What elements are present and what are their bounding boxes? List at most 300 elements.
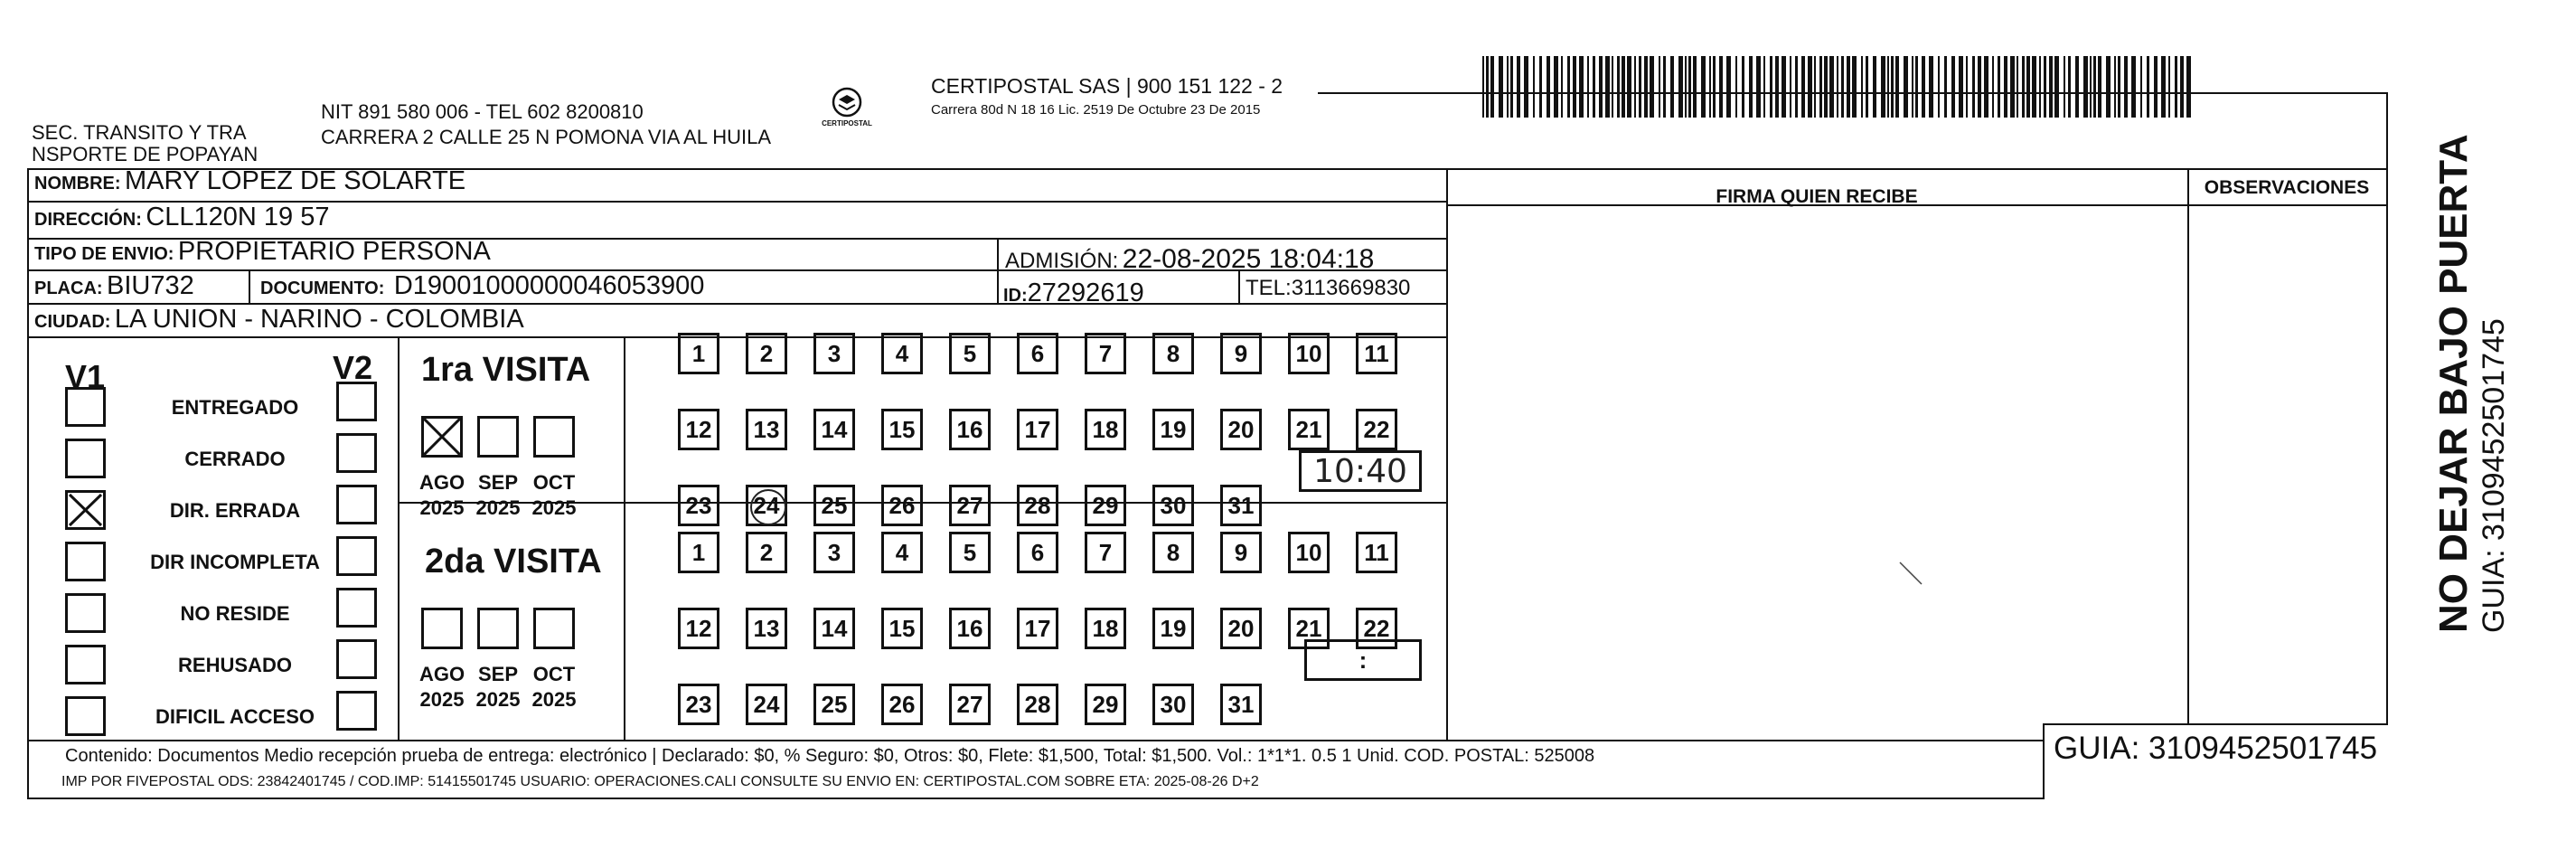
tel-value: 3113669830 bbox=[1291, 276, 1411, 300]
barcode-bar bbox=[1517, 56, 1520, 118]
day-checkbox[interactable] bbox=[949, 532, 991, 573]
barcode-bar bbox=[1510, 56, 1513, 118]
barcode-bar bbox=[1915, 56, 1918, 118]
month-label: OCT 2025 bbox=[531, 663, 577, 711]
barcode-bar bbox=[1561, 56, 1563, 118]
day-checkbox[interactable] bbox=[813, 333, 855, 374]
barcode-bar bbox=[2032, 56, 2036, 118]
v1-checkbox[interactable] bbox=[65, 593, 106, 633]
barcode-bar bbox=[1482, 56, 1484, 118]
barcode-bar bbox=[1912, 56, 1913, 118]
imp-line: IMP POR FIVEPOSTAL ODS: 23842401745 / COD.IMP: 51415501745 USUARIO: OPERACIONES.CALI CONSULTE SU ENVIO EN: CERTIPOSTAL.COM SOBRE ETA: 2025-08-26 D+2 bbox=[61, 774, 1259, 789]
barcode-bar bbox=[1951, 56, 1955, 118]
barcode-bar bbox=[1808, 56, 1812, 118]
barcode-bar bbox=[1617, 56, 1620, 118]
barcode-bar bbox=[1547, 56, 1550, 118]
barcode-bar bbox=[2098, 56, 2101, 118]
month-label: AGO 2025 bbox=[418, 663, 465, 711]
day-checkbox[interactable] bbox=[949, 684, 991, 725]
barcode-bar bbox=[1622, 56, 1625, 118]
admision-label: ADMISIÓN: bbox=[1005, 249, 1119, 273]
barcode-bar bbox=[2124, 56, 2128, 118]
barcode-bar bbox=[1998, 56, 2000, 118]
barcode-bar bbox=[1599, 56, 1603, 118]
v1-checkbox[interactable] bbox=[65, 696, 106, 736]
line bbox=[27, 798, 2043, 799]
day-checkbox[interactable] bbox=[746, 485, 787, 526]
placa-label: PLACA: bbox=[34, 278, 103, 298]
barcode-bar bbox=[2022, 56, 2025, 118]
barcode-bar bbox=[1719, 56, 1723, 118]
v2-checkbox[interactable] bbox=[336, 691, 377, 731]
logo-text: CERTIPOSTAL bbox=[822, 119, 872, 127]
day-checkbox[interactable] bbox=[881, 333, 923, 374]
barcode-bar bbox=[1801, 56, 1805, 118]
barcode-bar bbox=[1524, 56, 1528, 118]
day-number: 11 bbox=[1364, 538, 1389, 566]
month-checkbox[interactable] bbox=[477, 416, 519, 458]
v1-checkbox[interactable] bbox=[65, 387, 106, 427]
barcode-bar bbox=[2140, 56, 2142, 118]
day-number: 16 bbox=[956, 614, 983, 642]
v1-checkbox[interactable] bbox=[65, 439, 106, 478]
day-checkbox[interactable] bbox=[1152, 684, 1194, 725]
barcode-bar bbox=[1922, 56, 1925, 118]
tipo-envio-value: PROPIETARIO PERSONA bbox=[177, 237, 491, 266]
v1-checkbox[interactable] bbox=[65, 542, 106, 581]
day-checkbox[interactable] bbox=[1085, 485, 1126, 526]
barcode-bar bbox=[1587, 56, 1589, 118]
day-checkbox[interactable] bbox=[813, 532, 855, 573]
month-label: SEP 2025 bbox=[475, 471, 521, 519]
barcode-bar bbox=[1938, 56, 1940, 118]
day-checkbox[interactable] bbox=[949, 608, 991, 649]
day-number: 27 bbox=[956, 491, 983, 519]
barcode-bar bbox=[1749, 56, 1753, 118]
month-checkbox[interactable] bbox=[421, 608, 463, 649]
day-checkbox[interactable] bbox=[746, 684, 787, 725]
barcode-bar bbox=[1713, 56, 1716, 118]
day-checkbox[interactable] bbox=[1152, 485, 1194, 526]
day-checkbox[interactable] bbox=[1085, 684, 1126, 725]
month-checkbox[interactable] bbox=[533, 416, 575, 458]
documento-cell bbox=[260, 271, 704, 301]
barcode-bar bbox=[1984, 56, 1988, 118]
barcode-bar bbox=[2180, 56, 2184, 118]
day-checkbox[interactable] bbox=[678, 532, 719, 573]
barcode-bar bbox=[2010, 56, 2015, 118]
barcode-bar bbox=[1659, 56, 1660, 118]
day-checkbox[interactable] bbox=[1017, 333, 1058, 374]
day-checkbox[interactable] bbox=[949, 409, 991, 450]
barcode-bar bbox=[1593, 56, 1595, 118]
barcode-bar bbox=[1978, 56, 1981, 118]
status-option-label: NO RESIDE bbox=[180, 602, 290, 625]
month-checkbox[interactable] bbox=[477, 608, 519, 649]
v2-checkbox[interactable] bbox=[336, 433, 377, 473]
barcode-bar bbox=[1726, 56, 1731, 118]
day-number: 31 bbox=[1227, 690, 1255, 718]
barcode-bar bbox=[1644, 56, 1648, 118]
barcode-bar bbox=[2154, 56, 2158, 118]
line bbox=[2386, 92, 2388, 725]
line bbox=[398, 336, 400, 740]
day-number: 19 bbox=[1160, 614, 1187, 642]
day-number: 26 bbox=[888, 690, 916, 718]
day-number: 30 bbox=[1160, 491, 1187, 519]
day-number: 3 bbox=[827, 339, 841, 367]
day-checkbox[interactable] bbox=[1017, 684, 1058, 725]
barcode-bar bbox=[2186, 56, 2191, 118]
id-value: 27292619 bbox=[1027, 278, 1144, 307]
first-visit-label: 1ra VISITA bbox=[421, 351, 591, 389]
day-number: 5 bbox=[963, 538, 977, 566]
day-checkbox[interactable] bbox=[1152, 409, 1194, 450]
v1-checkbox[interactable] bbox=[65, 490, 106, 530]
day-number: 28 bbox=[1024, 491, 1051, 519]
day-checkbox[interactable] bbox=[1220, 608, 1262, 649]
day-number: 18 bbox=[1092, 614, 1119, 642]
barcode-bar bbox=[1693, 56, 1697, 118]
day-number: 19 bbox=[1160, 415, 1187, 443]
day-checkbox[interactable] bbox=[881, 409, 923, 450]
barcode-bar bbox=[2054, 56, 2059, 118]
company-line: CERTIPOSTAL SAS | 900 151 122 - 2 bbox=[931, 74, 1283, 98]
day-number: 5 bbox=[963, 339, 977, 367]
barcode-bar bbox=[1627, 56, 1631, 118]
day-checkbox[interactable] bbox=[1152, 532, 1194, 573]
barcode-bar bbox=[2118, 56, 2120, 118]
day-checkbox[interactable] bbox=[1356, 409, 1397, 450]
barcode-bar bbox=[1992, 56, 1994, 118]
ciudad-row bbox=[34, 305, 524, 335]
day-number: 10 bbox=[1295, 339, 1322, 367]
v1-checkbox[interactable] bbox=[65, 645, 106, 684]
v2-checkbox[interactable] bbox=[336, 639, 377, 679]
sender-contact bbox=[321, 99, 771, 150]
barcode-bar bbox=[1533, 56, 1535, 118]
barcode-bar bbox=[2039, 56, 2041, 118]
day-number: 6 bbox=[1030, 538, 1045, 566]
month-checkbox[interactable] bbox=[533, 608, 575, 649]
id-cell bbox=[1003, 278, 1144, 308]
day-number: 17 bbox=[1024, 415, 1051, 443]
day-checkbox[interactable] bbox=[1017, 608, 1058, 649]
day-checkbox[interactable] bbox=[1017, 409, 1058, 450]
company-info bbox=[931, 74, 1283, 118]
barcode-bar bbox=[2090, 56, 2092, 118]
day-checkbox[interactable] bbox=[746, 409, 787, 450]
day-number: 24 bbox=[753, 690, 780, 718]
barcode-bar bbox=[1688, 56, 1691, 118]
day-number: 1 bbox=[691, 339, 706, 367]
status-option-label: DIR. ERRADA bbox=[169, 499, 301, 522]
day-number: 6 bbox=[1030, 339, 1045, 367]
admision-cell bbox=[1005, 244, 1374, 275]
nit-line: NIT 891 580 006 - TEL 602 8200810 bbox=[321, 100, 644, 123]
barcode-bar bbox=[2161, 56, 2166, 118]
guia-box: GUIA: 3109452501745 bbox=[2054, 731, 2378, 766]
day-checkbox[interactable] bbox=[1152, 333, 1194, 374]
day-checkbox[interactable] bbox=[881, 684, 923, 725]
day-number: 23 bbox=[685, 690, 712, 718]
line bbox=[2043, 723, 2386, 725]
v2-checkbox[interactable] bbox=[336, 536, 377, 576]
day-number: 25 bbox=[821, 491, 848, 519]
documento-label: DOCUMENTO: bbox=[260, 278, 385, 298]
nombre-row bbox=[34, 166, 465, 196]
barcode-bar bbox=[2075, 56, 2079, 118]
barcode-bar bbox=[1612, 56, 1613, 118]
day-number: 13 bbox=[753, 415, 780, 443]
day-checkbox[interactable] bbox=[1288, 333, 1330, 374]
day-checkbox[interactable] bbox=[1220, 485, 1262, 526]
day-number: 1 bbox=[691, 538, 706, 566]
day-number: 24 bbox=[753, 491, 780, 519]
day-number: 21 bbox=[1295, 614, 1322, 642]
barcode-bar bbox=[2044, 56, 2046, 118]
v1-label: V1 bbox=[65, 358, 106, 395]
status-option-label: REHUSADO bbox=[178, 654, 292, 676]
day-number: 2 bbox=[759, 339, 774, 367]
barcode-bar bbox=[1490, 56, 1494, 118]
day-checkbox[interactable] bbox=[813, 684, 855, 725]
day-checkbox[interactable] bbox=[1220, 333, 1262, 374]
day-number: 28 bbox=[1024, 690, 1051, 718]
observaciones-label: OBSERVACIONES bbox=[2204, 177, 2370, 198]
content-line: Contenido: Documentos Medio recepción prueba de entrega: electrónico | Declarado: $0, % Seguro: $0, Otros: $0, Flete: $1,500, Total: $1,500. Vol.: 1*1*1. 0.5 1 Unid. COD. POSTAL: 525008 bbox=[65, 746, 1595, 766]
day-checkbox[interactable] bbox=[881, 532, 923, 573]
barcode-bar bbox=[1634, 56, 1636, 118]
barcode-bar bbox=[1895, 56, 1899, 118]
barcode-bar bbox=[1891, 56, 1894, 118]
x-mark-icon bbox=[68, 493, 103, 527]
day-number: 23 bbox=[685, 491, 712, 519]
nombre-value: MARY LOPEZ DE SOLARTE bbox=[125, 166, 466, 195]
day-number: 17 bbox=[1024, 614, 1051, 642]
v2-checkbox[interactable] bbox=[336, 485, 377, 524]
status-option-label: DIFICIL ACCESO bbox=[155, 705, 315, 728]
day-checkbox[interactable] bbox=[746, 608, 787, 649]
line bbox=[27, 740, 2043, 741]
barcode-bar bbox=[2147, 56, 2149, 118]
barcode-bar bbox=[2004, 56, 2007, 118]
day-checkbox[interactable] bbox=[1288, 532, 1330, 573]
day-checkbox[interactable] bbox=[1356, 333, 1397, 374]
day-number: 4 bbox=[895, 538, 909, 566]
barcode-bar bbox=[1959, 56, 1963, 118]
line bbox=[997, 238, 999, 303]
barcode-bar bbox=[1709, 56, 1711, 118]
barcode-bar bbox=[1966, 56, 1968, 118]
second-visit-time bbox=[1304, 639, 1422, 681]
day-checkbox[interactable] bbox=[881, 485, 923, 526]
placa-cell bbox=[34, 271, 194, 301]
day-checkbox[interactable] bbox=[746, 532, 787, 573]
day-checkbox[interactable] bbox=[1220, 532, 1262, 573]
barcode bbox=[1482, 56, 2205, 118]
day-number: 12 bbox=[685, 614, 712, 642]
ciudad-label: CIUDAD: bbox=[34, 312, 111, 332]
day-number: 31 bbox=[1227, 491, 1255, 519]
day-number: 13 bbox=[753, 614, 780, 642]
barcode-bar bbox=[1756, 56, 1761, 118]
line bbox=[2043, 723, 2045, 799]
day-number: 20 bbox=[1227, 614, 1255, 642]
month-label: AGO 2025 bbox=[418, 471, 465, 519]
line bbox=[624, 336, 625, 740]
day-number: 12 bbox=[685, 415, 712, 443]
line bbox=[1318, 92, 2386, 94]
barcode-bar bbox=[1881, 56, 1885, 118]
barcode-bar bbox=[1847, 56, 1850, 118]
day-checkbox[interactable] bbox=[1017, 485, 1058, 526]
day-checkbox[interactable] bbox=[1085, 608, 1126, 649]
sender-line-1: SEC. TRANSITO Y TRA bbox=[32, 121, 247, 144]
day-number: 15 bbox=[888, 614, 916, 642]
day-number: 7 bbox=[1098, 538, 1113, 566]
sender-name bbox=[32, 122, 258, 165]
barcode-bar bbox=[1782, 56, 1786, 118]
day-checkbox[interactable] bbox=[678, 333, 719, 374]
day-checkbox[interactable] bbox=[949, 333, 991, 374]
tipo-envio-row bbox=[34, 237, 491, 267]
status-option-label: CERRADO bbox=[184, 448, 286, 470]
barcode-bar bbox=[1650, 56, 1654, 118]
day-checkbox[interactable] bbox=[813, 608, 855, 649]
day-number: 25 bbox=[821, 690, 848, 718]
day-number: 29 bbox=[1092, 690, 1119, 718]
barcode-bar bbox=[1814, 56, 1816, 118]
v2-label: V2 bbox=[333, 349, 373, 386]
status-option-label: ENTREGADO bbox=[171, 396, 299, 419]
tipo-envio-label: TIPO DE ENVIO: bbox=[34, 244, 174, 264]
barcode-bar bbox=[1866, 56, 1868, 118]
direccion-value: CLL120N 19 57 bbox=[146, 203, 330, 231]
barcode-bar bbox=[1507, 56, 1509, 118]
barcode-bar bbox=[2026, 56, 2030, 118]
barcode-bar bbox=[1639, 56, 1641, 118]
barcode-bar bbox=[1567, 56, 1570, 118]
day-checkbox[interactable] bbox=[1288, 409, 1330, 450]
barcode-bar bbox=[1678, 56, 1683, 118]
barcode-bar bbox=[1873, 56, 1876, 118]
month-label: SEP 2025 bbox=[475, 663, 521, 711]
barcode-bar bbox=[1795, 56, 1798, 118]
day-checkbox[interactable] bbox=[678, 485, 719, 526]
day-checkbox[interactable] bbox=[813, 485, 855, 526]
direccion-label: DIRECCIÓN: bbox=[34, 210, 142, 230]
day-number: 20 bbox=[1227, 415, 1255, 443]
month-checkbox[interactable] bbox=[421, 416, 463, 458]
day-number: 11 bbox=[1364, 339, 1389, 367]
barcode-bar bbox=[1539, 56, 1542, 118]
day-checkbox[interactable] bbox=[881, 608, 923, 649]
barcode-bar bbox=[1763, 56, 1765, 118]
day-checkbox[interactable] bbox=[1220, 409, 1262, 450]
day-number: 21 bbox=[1295, 415, 1322, 443]
day-number: 22 bbox=[1363, 614, 1390, 642]
status-option-label: DIR INCOMPLETA bbox=[150, 551, 320, 573]
day-number: 22 bbox=[1363, 415, 1390, 443]
barcode-bar bbox=[1770, 56, 1772, 118]
v2-checkbox[interactable] bbox=[336, 588, 377, 628]
day-checkbox[interactable] bbox=[678, 608, 719, 649]
day-checkbox[interactable] bbox=[1220, 684, 1262, 725]
day-checkbox[interactable] bbox=[1017, 532, 1058, 573]
day-checkbox[interactable] bbox=[1356, 532, 1397, 573]
month-label: OCT 2025 bbox=[531, 471, 577, 519]
v2-checkbox[interactable] bbox=[336, 382, 377, 421]
day-number: 29 bbox=[1092, 491, 1119, 519]
barcode-bar bbox=[1663, 56, 1666, 118]
barcode-bar bbox=[2093, 56, 2096, 118]
barcode-bar bbox=[1701, 56, 1706, 118]
barcode-bar bbox=[1904, 56, 1908, 118]
barcode-bar bbox=[1887, 56, 1889, 118]
day-checkbox[interactable] bbox=[1085, 333, 1126, 374]
day-number: 30 bbox=[1160, 690, 1187, 718]
no-dejar-warning: NO DEJAR BAJO PUERTA bbox=[2431, 134, 2476, 633]
day-checkbox[interactable] bbox=[1152, 608, 1194, 649]
day-checkbox[interactable] bbox=[949, 485, 991, 526]
logo-icon bbox=[829, 86, 865, 118]
day-number: 15 bbox=[888, 415, 916, 443]
barcode-bar bbox=[1685, 56, 1687, 118]
day-checkbox[interactable] bbox=[746, 333, 787, 374]
barcode-bar bbox=[1742, 56, 1744, 118]
address-line: CARRERA 2 CALLE 25 N POMONA VIA AL HUILA bbox=[321, 126, 772, 148]
day-number: 8 bbox=[1166, 538, 1180, 566]
signature-mark bbox=[1898, 561, 1925, 592]
barcode-bar bbox=[2083, 56, 2088, 118]
day-number: 18 bbox=[1092, 415, 1119, 443]
line bbox=[249, 269, 250, 303]
day-number: 14 bbox=[821, 614, 848, 642]
tel-label: TEL: bbox=[1246, 276, 1292, 300]
barcode-bar bbox=[2175, 56, 2177, 118]
barcode-bar bbox=[1735, 56, 1737, 118]
id-label: ID: bbox=[1003, 286, 1028, 306]
day-number: 9 bbox=[1234, 339, 1248, 367]
day-number: 9 bbox=[1234, 538, 1248, 566]
barcode-bar bbox=[1841, 56, 1844, 118]
line bbox=[27, 168, 29, 799]
barcode-bar bbox=[2068, 56, 2071, 118]
day-checkbox[interactable] bbox=[813, 409, 855, 450]
barcode-bar bbox=[1852, 56, 1857, 118]
barcode-bar bbox=[1670, 56, 1674, 118]
day-number: 14 bbox=[821, 415, 848, 443]
placa-value: BIU732 bbox=[107, 271, 194, 300]
side-guia: GUIA: 3109452501745 bbox=[2477, 318, 2511, 633]
barcode-bar bbox=[1790, 56, 1791, 118]
line bbox=[1446, 168, 1448, 740]
first-visit-time-value: 10:40 bbox=[1313, 452, 1407, 490]
day-checkbox[interactable] bbox=[678, 409, 719, 450]
second-visit-label: 2da VISITA bbox=[425, 543, 602, 581]
day-checkbox[interactable] bbox=[1085, 409, 1126, 450]
barcode-bar bbox=[1573, 56, 1576, 118]
day-checkbox[interactable] bbox=[1085, 532, 1126, 573]
documento-value: D19001000000046053900 bbox=[393, 271, 705, 300]
day-checkbox[interactable] bbox=[678, 684, 719, 725]
admision-value: 22-08-2025 18:04:18 bbox=[1122, 244, 1375, 274]
barcode-bar bbox=[1486, 56, 1489, 118]
barcode-bar bbox=[1829, 56, 1834, 118]
barcode-bar bbox=[1944, 56, 1947, 118]
barcode-bar bbox=[1929, 56, 1933, 118]
